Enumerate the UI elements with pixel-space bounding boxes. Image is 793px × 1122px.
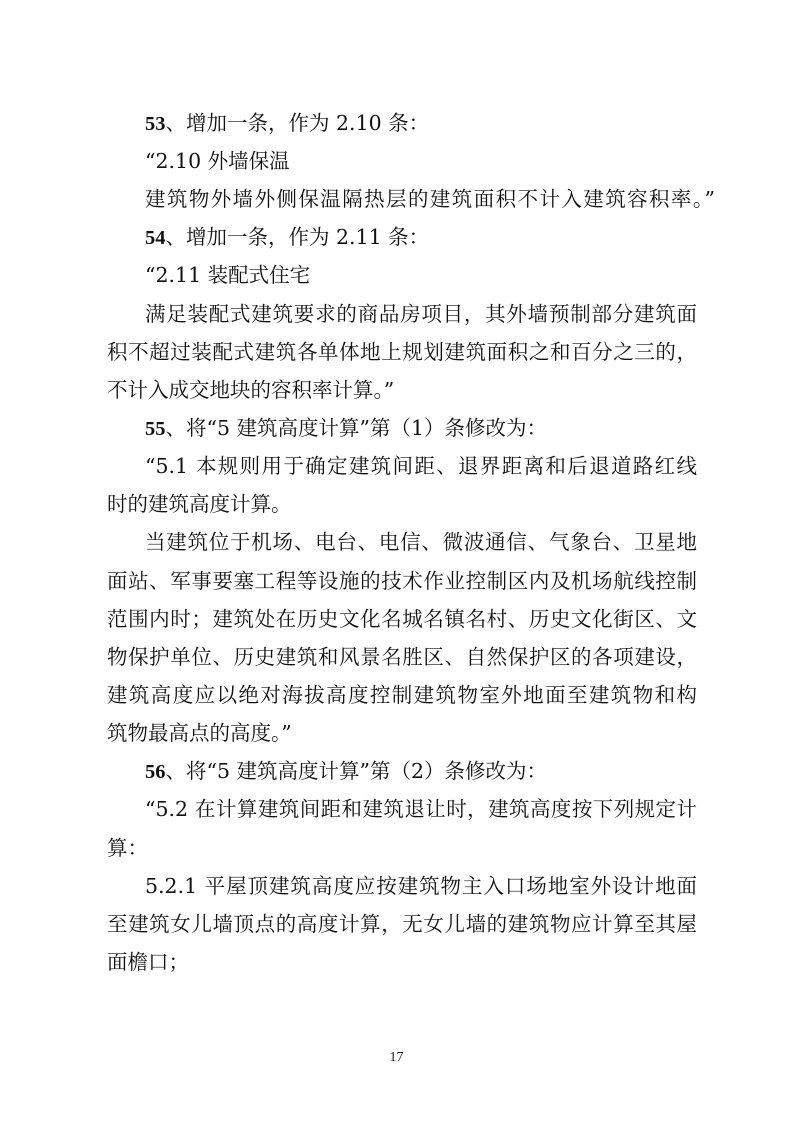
amendment-56-heading bbox=[145, 756, 697, 786]
amendment-text: 、将“5 建筑高度计算”第（1）条修改为： bbox=[165, 416, 548, 440]
clause-5-1-para2-line bbox=[107, 680, 697, 710]
amendment-number: 53 bbox=[145, 113, 166, 135]
clause-5-2-1-line bbox=[107, 947, 697, 977]
line-text: 至建筑女儿墙顶点的高度计算，无女儿墙的建筑物应计算至其屋 bbox=[107, 912, 697, 936]
clause-2-10-title bbox=[145, 146, 697, 176]
line-text: 建筑物外墙外侧保温隔热层的建筑面积不计入建筑容积率。” bbox=[145, 187, 715, 211]
amendment-number: 56 bbox=[145, 761, 166, 783]
line-text: “5.2 在计算建筑间距和建筑退让时，建筑高度按下列规定计 bbox=[145, 797, 697, 821]
amendment-53-heading bbox=[145, 108, 697, 138]
amendment-55-heading bbox=[145, 413, 697, 443]
clause-5-1-line bbox=[107, 489, 697, 519]
page-number: 17 bbox=[389, 1050, 404, 1065]
line-text: 物保护单位、历史建筑和风景名胜区、自然保护区的各项建设， bbox=[107, 645, 697, 669]
clause-2-11-body-line bbox=[107, 375, 697, 405]
line-text: “2.11 装配式住宅 bbox=[145, 263, 311, 287]
amendment-number: 54 bbox=[145, 227, 166, 249]
clause-5-1-para2-line bbox=[107, 604, 697, 634]
clause-5-2-1-line bbox=[107, 909, 697, 939]
clause-5-2-line bbox=[145, 794, 697, 824]
amendment-text: 、增加一条，作为 2.11 条： bbox=[165, 225, 430, 249]
clause-5-1-para2-line bbox=[145, 527, 697, 557]
line-text: 面檐口； bbox=[107, 950, 189, 974]
amendment-54-heading bbox=[145, 222, 697, 252]
line-text: 不计入成交地块的容积率计算。” bbox=[107, 378, 395, 402]
line-text: 建筑高度应以绝对海拔高度控制建筑物室外地面至建筑物和构 bbox=[107, 683, 697, 707]
clause-5-1-para2-line bbox=[107, 718, 697, 748]
amendment-number: 55 bbox=[145, 418, 166, 440]
clause-5-1-line bbox=[145, 451, 697, 481]
line-text: 5.2.1 平屋顶建筑高度应按建筑物主入口场地室外设计地面 bbox=[145, 874, 697, 898]
clause-2-11-title bbox=[145, 260, 697, 290]
line-text: 时的建筑高度计算。 bbox=[107, 492, 292, 516]
line-text: “5.1 本规则用于确定建筑间距、退界距离和后退道路红线 bbox=[145, 454, 697, 478]
line-text: “2.10 外墙保温 bbox=[145, 149, 290, 173]
clause-2-11-body-line bbox=[145, 299, 697, 329]
line-text: 范围内时；建筑处在历史文化名城名镇名村、历史文化街区、文 bbox=[107, 607, 697, 631]
amendment-text: 、增加一条，作为 2.10 条： bbox=[165, 111, 430, 135]
clause-2-11-body-line bbox=[107, 337, 697, 367]
line-text: 当建筑位于机场、电台、电信、微波通信、气象台、卫星地 bbox=[145, 530, 697, 554]
clause-2-10-body bbox=[145, 184, 715, 214]
clause-5-1-para2-line bbox=[107, 566, 697, 596]
line-text: 算： bbox=[107, 836, 148, 860]
amendment-text: 、将“5 建筑高度计算”第（2）条修改为： bbox=[165, 759, 548, 783]
clause-5-2-1-line bbox=[145, 871, 697, 901]
line-text: 面站、军事要塞工程等设施的技术作业控制区内及机场航线控制 bbox=[107, 569, 697, 593]
clause-5-2-line bbox=[107, 833, 697, 863]
line-text: 满足装配式建筑要求的商品房项目，其外墙预制部分建筑面 bbox=[145, 302, 697, 326]
line-text: 积不超过装配式建筑各单体地上规划建筑面积之和百分之三的， bbox=[107, 340, 697, 364]
clause-5-1-para2-line bbox=[107, 642, 697, 672]
line-text: 筑物最高点的高度。” bbox=[107, 721, 292, 745]
